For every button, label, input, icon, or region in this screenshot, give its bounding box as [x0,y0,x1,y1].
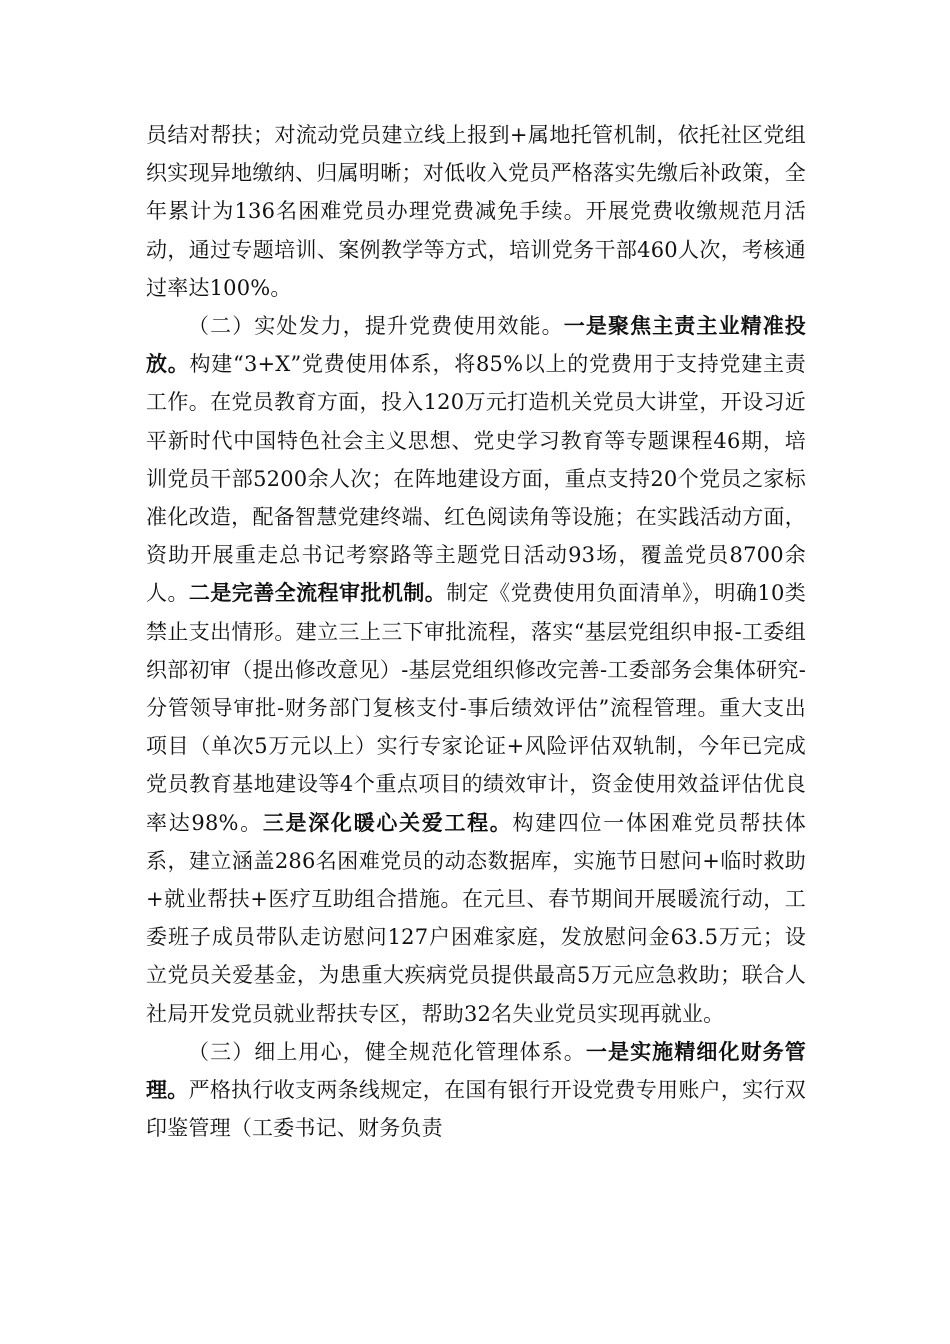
bold-subheading: 一是聚焦主责主业精准投放。 [146,313,806,377]
bold-subheading: 一是实施精细化财务管理。 [146,1038,806,1103]
text-run: 制定《党费使用负面清单》，明确10类禁止支出情形。建立三上三下审批流程，落实“基层党组织申报-工委组织部初审（提出修改意见）-基层党组织修改完善-工委部务会集体研究-分管领导审批-财务部门复核支付-事后绩效评估”流程管理。重大支出项目（单次5万元以上）实行专家论证+风险评估双轨制，今年已完成党员教育基地建设等4个重点项目的绩效审计，资金使用效益评估优良率达98%。 [146,581,806,835]
paragraph-1 [146,116,806,307]
text-run: 严格执行收支两条线规定，在国有银行开设党费专用账户，实行双印鉴管理（工委书记、财务负责 [146,1078,806,1141]
section-heading-3: （三）细上用心，健全规范化管理体系。 [188,1039,586,1064]
document-body [146,116,806,1147]
paragraph-2 [146,307,806,1033]
paragraph-3 [146,1033,806,1148]
text-run: 构建四位一体困难党员帮扶体系，建立涵盖286名困难党员的动态数据库，实施节日慰问+临时救助+就业帮扶+医疗互助组合措施。在元旦、春节期间开展暖流行动，工委班子成员带队走访慰问127户困难家庭，发放慰问金63.5万元；设立党员关爱基金，为患重大疾病党员提供最高5万元应急救助；联合人社局开发党员就业帮扶专区，帮助32名失业党员实现再就业。 [146,810,806,1026]
text-run: 构建“3+X”党费使用体系，将85%以上的党费用于支持党建主责工作。在党员教育方面，投入120万元打造机关党员大讲堂，开设习近平新时代中国特色社会主义思想、党史学习教育等专题课程46期，培训党员干部5200余人次；在阵地建设方面，重点支持20个党员之家标准化改造，配备智慧党建终端、红色阅读角等设施；在实践活动方面，资助开展重走总书记考察路等主题党日活动93场，覆盖党员8700余人。 [146,352,806,606]
section-heading-2: （二）实处发力，提升党费使用效能。 [188,314,564,339]
text-run: 员结对帮扶；对流动党员建立线上报到+属地托管机制，依托社区党组织实现异地缴纳、归属明晰；对低收入党员严格落实先缴后补政策，全年累计为136名困难党员办理党费减免手续。开展党费收缴规范月活动，通过专题培训、案例教学等方式，培训党务干部460人次，考核通过率达100%。 [146,123,806,300]
bold-subheading: 三是深化暖心关爱工程。 [262,809,513,835]
bold-subheading: 二是完善全流程审批机制。 [188,580,447,606]
